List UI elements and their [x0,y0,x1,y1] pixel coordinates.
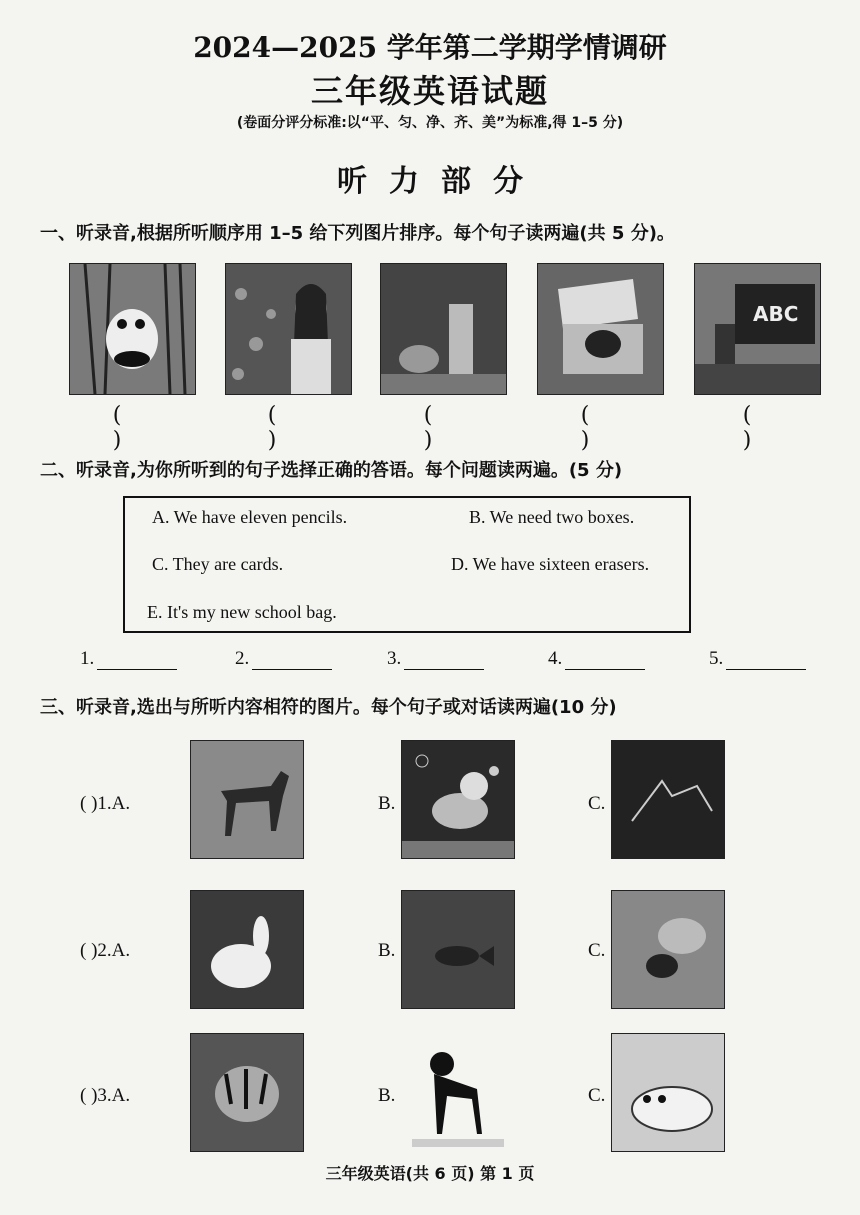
blackboard-abc-text: ABC [753,302,799,326]
panda-bamboo-image [69,263,196,395]
section-2-heading: 二、听录音,为你所听到的句子选择正确的答语。每个问题读两遍。(5 分) [40,460,623,481]
q3-tiger-image-a [190,1033,304,1152]
open-box-image [537,263,664,395]
exam-title: 2024—2025 学年第二学期学情调研 [193,31,667,64]
page-footer: 三年级英语(共 6 页) 第 1 页 [325,1164,535,1183]
question-1-label: ( )1.A. [80,793,131,814]
q1-outline-image-c [611,740,725,859]
q2-rabbit-image-a [190,890,304,1009]
answer-blank-4[interactable] [548,648,645,670]
q2-fish-image-b [401,890,515,1009]
classroom-blackboard-image [694,263,821,395]
q3-cat-image-b [401,1033,515,1152]
order-paren-5: ( ) [742,403,782,453]
girl-flowers-image [225,263,352,395]
section-1-heading: 一、听录音,根据所听顺序用 1–5 给下列图片排序。每个句子读两遍(共 5 分)。 [40,223,675,244]
order-paren-1: ( ) [112,403,152,453]
blank-label: 1. [80,648,95,669]
answer-blank-2[interactable] [235,648,332,670]
stone-monument-image [380,263,507,395]
q1-option-c-label: C. [588,793,606,814]
answer-blank-3[interactable] [387,648,484,670]
blank-label: 5. [709,648,724,669]
blank-label: 2. [235,648,250,669]
part-heading: 听力部分 [337,164,545,199]
blank-label: 3. [387,648,402,669]
option-a: A. We have eleven pencils. [152,507,348,527]
option-c: C. They are cards. [152,554,284,574]
option-b: B. We need two boxes. [469,507,635,527]
q2-option-b-label: B. [378,940,396,961]
answer-blank-5[interactable] [709,648,806,670]
q2-option-c-label: C. [588,940,606,961]
order-paren-3: ( ) [423,403,463,453]
q1-option-b-label: B. [378,793,396,814]
option-d: D. We have sixteen erasers. [451,554,650,574]
section-3-heading: 三、听录音,选出与所听内容相符的图片。每个句子或对话读两遍(10 分) [40,697,617,718]
option-e: E. It's my new school bag. [147,602,337,622]
question-2-label: ( )2.A. [80,940,131,961]
exam-subtitle: 三年级英语试题 [310,72,549,110]
answer-blank-1[interactable] [80,648,177,670]
q1-puppy-image-b [401,740,515,859]
question-3-label: ( )3.A. [80,1085,131,1106]
q1-dog-image-a [190,740,304,859]
q3-option-c-label: C. [588,1085,606,1106]
q3-option-b-label: B. [378,1085,396,1106]
order-paren-4: ( ) [580,403,620,453]
order-paren-2: ( ) [267,403,307,453]
answer-options-box [123,496,691,633]
q2-turtle-image-c [611,890,725,1009]
scoring-note: (卷面分评分标准:以“平、匀、净、齐、美”为标准,得 1–5 分) [236,115,624,131]
q3-cartoon-cat-image-c [611,1033,725,1152]
blank-label: 4. [548,648,563,669]
